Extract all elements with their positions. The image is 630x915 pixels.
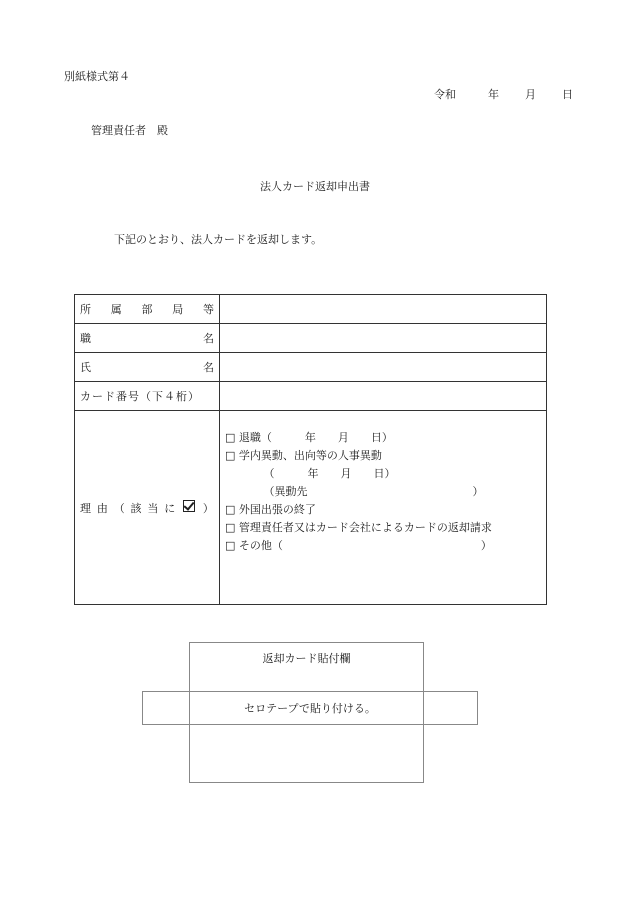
reason-option[interactable]: （ 年 月 日） [225, 467, 396, 480]
department-label-char: 部 [141, 303, 153, 316]
position-label-last: 名 [203, 332, 214, 345]
card-number-field[interactable] [220, 382, 547, 411]
reason-label-char: 由 [96, 501, 108, 515]
reason-option[interactable]: □ 外国出張の終了 [225, 503, 316, 516]
form-number: 別紙様式第４ [64, 70, 130, 83]
checkbox-checked-icon [183, 500, 195, 512]
name-label [75, 353, 220, 382]
department-label-char: 属 [110, 303, 122, 316]
name-row [75, 353, 547, 382]
department-label-char: 局 [172, 303, 184, 316]
reason-label-char: 該 [130, 501, 142, 515]
date-era: 令和 [434, 88, 456, 101]
reason-label-char: に [164, 501, 176, 515]
position-row [75, 324, 547, 353]
tape-instruction: セロテープで貼り付ける。 [244, 702, 376, 715]
department-row [75, 295, 547, 324]
department-label-char: 所 [80, 303, 91, 316]
date-year: 年 [488, 88, 499, 101]
department-field[interactable] [220, 295, 547, 324]
name-field[interactable] [220, 353, 547, 382]
reason-option[interactable]: □ 管理責任者又はカード会社によるカードの返却請求 [225, 521, 492, 534]
card-number-label: カード番号（下４桁） [75, 382, 220, 411]
date-line [434, 86, 573, 102]
intro-text: 下記のとおり、法人カードを返却します。 [114, 233, 323, 246]
card-attachment-title: 返却カード貼付欄 [262, 652, 351, 665]
reason-option[interactable]: □ 学内異動、出向等の人事異動 [225, 449, 382, 462]
application-table [74, 294, 547, 605]
reason-option[interactable]: □ その他（ ） [225, 539, 492, 552]
position-label [75, 324, 220, 353]
date-month: 月 [525, 88, 536, 101]
reason-label-char: 当 [147, 501, 159, 515]
reason-label-char: （ [113, 501, 125, 515]
reason-label-suffix: ） [202, 501, 214, 515]
reason-row [75, 411, 547, 605]
document-title: 法人カード返却申出書 [260, 180, 370, 193]
reason-option[interactable]: □ 退職（ 年 月 日） [225, 431, 393, 444]
reason-options[interactable] [220, 411, 547, 605]
date-day: 日 [562, 88, 573, 101]
department-label [75, 295, 220, 324]
position-label-first: 職 [80, 332, 91, 345]
reason-label-char: 理 [80, 501, 91, 515]
name-label-last: 名 [203, 361, 214, 374]
reason-option[interactable]: （異動先 ） [225, 485, 484, 498]
card-number-row [75, 382, 547, 411]
department-label-char: 等 [203, 303, 214, 316]
name-label-first: 氏 [80, 361, 91, 374]
addressee: 管理責任者 殿 [91, 124, 168, 137]
position-field[interactable] [220, 324, 547, 353]
reason-label [75, 411, 220, 605]
